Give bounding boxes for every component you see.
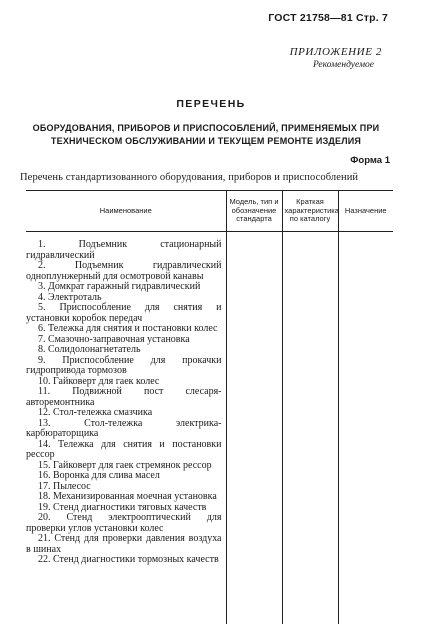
list-item: 9. Приспособление для прокачки гидропривода тормозов	[26, 354, 222, 376]
purpose-cell	[338, 232, 393, 625]
form-label: Форма 1	[350, 155, 390, 166]
table-header-row	[26, 191, 393, 232]
items-list	[26, 232, 226, 566]
list-item: 21. Стенд для проверки давления воздуха в шинах	[26, 533, 222, 555]
list-item: 22. Стенд диагностики тормозных качеств	[38, 554, 219, 565]
document-subtitle: ОБОРУДОВАНИЯ, ПРИБОРОВ И ПРИСПОСОБЛЕНИЙ, ПРИМЕНЯЕМЫХ ПРИ ТЕХНИЧЕСКОМ ОБСЛУЖИВАНИИ И ТЕКУЩЕМ РЕМОНТЕ ИЗДЕЛИЯ	[32, 123, 380, 146]
name-cell	[26, 232, 226, 625]
list-item: 3. Домкрат гаражный гидравлический	[38, 281, 201, 292]
characteristics-cell	[282, 232, 338, 625]
column-header-model: Модель, тип и обозначение стандарта	[226, 191, 282, 232]
list-item: 6. Тележка для снятия и постановки колес	[38, 323, 218, 334]
list-item: 20. Стенд электрооптический для проверки углов установки колес	[26, 512, 222, 534]
list-item: 7. Смазочно-заправочная установка	[38, 333, 190, 345]
recommended-label: Рекомендуемое	[312, 60, 374, 70]
column-header-name: Наименование	[26, 191, 226, 232]
model-cell	[226, 232, 282, 625]
table-row	[26, 232, 393, 625]
list-item: 13. Стол-тележка электрика-карбюраторщика	[26, 417, 222, 439]
equipment-table	[26, 190, 393, 624]
list-item: 8. Солидолонагнетатель	[38, 344, 141, 355]
list-item: 16. Воронка для слива масел	[38, 470, 160, 481]
list-item: 11. Подвижной пост слесаря-авторемонтника	[26, 386, 222, 408]
appendix-label: ПРИЛОЖЕНИЕ 2	[289, 46, 382, 58]
column-header-purpose: Назначение	[338, 191, 393, 232]
list-item: 4. Электроталь	[38, 291, 102, 303]
list-item: 10. Гайковерт для гаек колес	[38, 375, 160, 387]
list-item: 12. Стол-тележка смазчика	[38, 407, 153, 418]
list-item: 18. Механизированная моечная установка	[38, 491, 217, 502]
document-title: ПЕРЕЧЕНЬ	[176, 98, 246, 110]
list-item: 1. Подъемник стационарный гидравлический	[26, 239, 222, 261]
list-item: 5. Приспособление для снятия и установки коробок передач	[26, 302, 222, 324]
list-item: 19. Стенд диагностики тяговых качеств	[38, 501, 207, 513]
list-item: 17. Пылесос	[38, 480, 91, 492]
list-item: 2. Подъемник гидравлический одноплунжерный для осмотровой канавы	[26, 260, 222, 282]
list-title: Перечень стандартизованного оборудования, приборов и приспособлений	[20, 172, 359, 183]
column-header-characteristics: Краткая характеристика по каталогу	[282, 191, 338, 232]
page-header: ГОСТ 21758—81 Стр. 7	[268, 12, 388, 24]
list-item: 14. Тележка для снятия и постановки рессор	[26, 438, 222, 460]
list-item: 15. Гайковерт для гаек стремянок рессор	[38, 459, 212, 471]
